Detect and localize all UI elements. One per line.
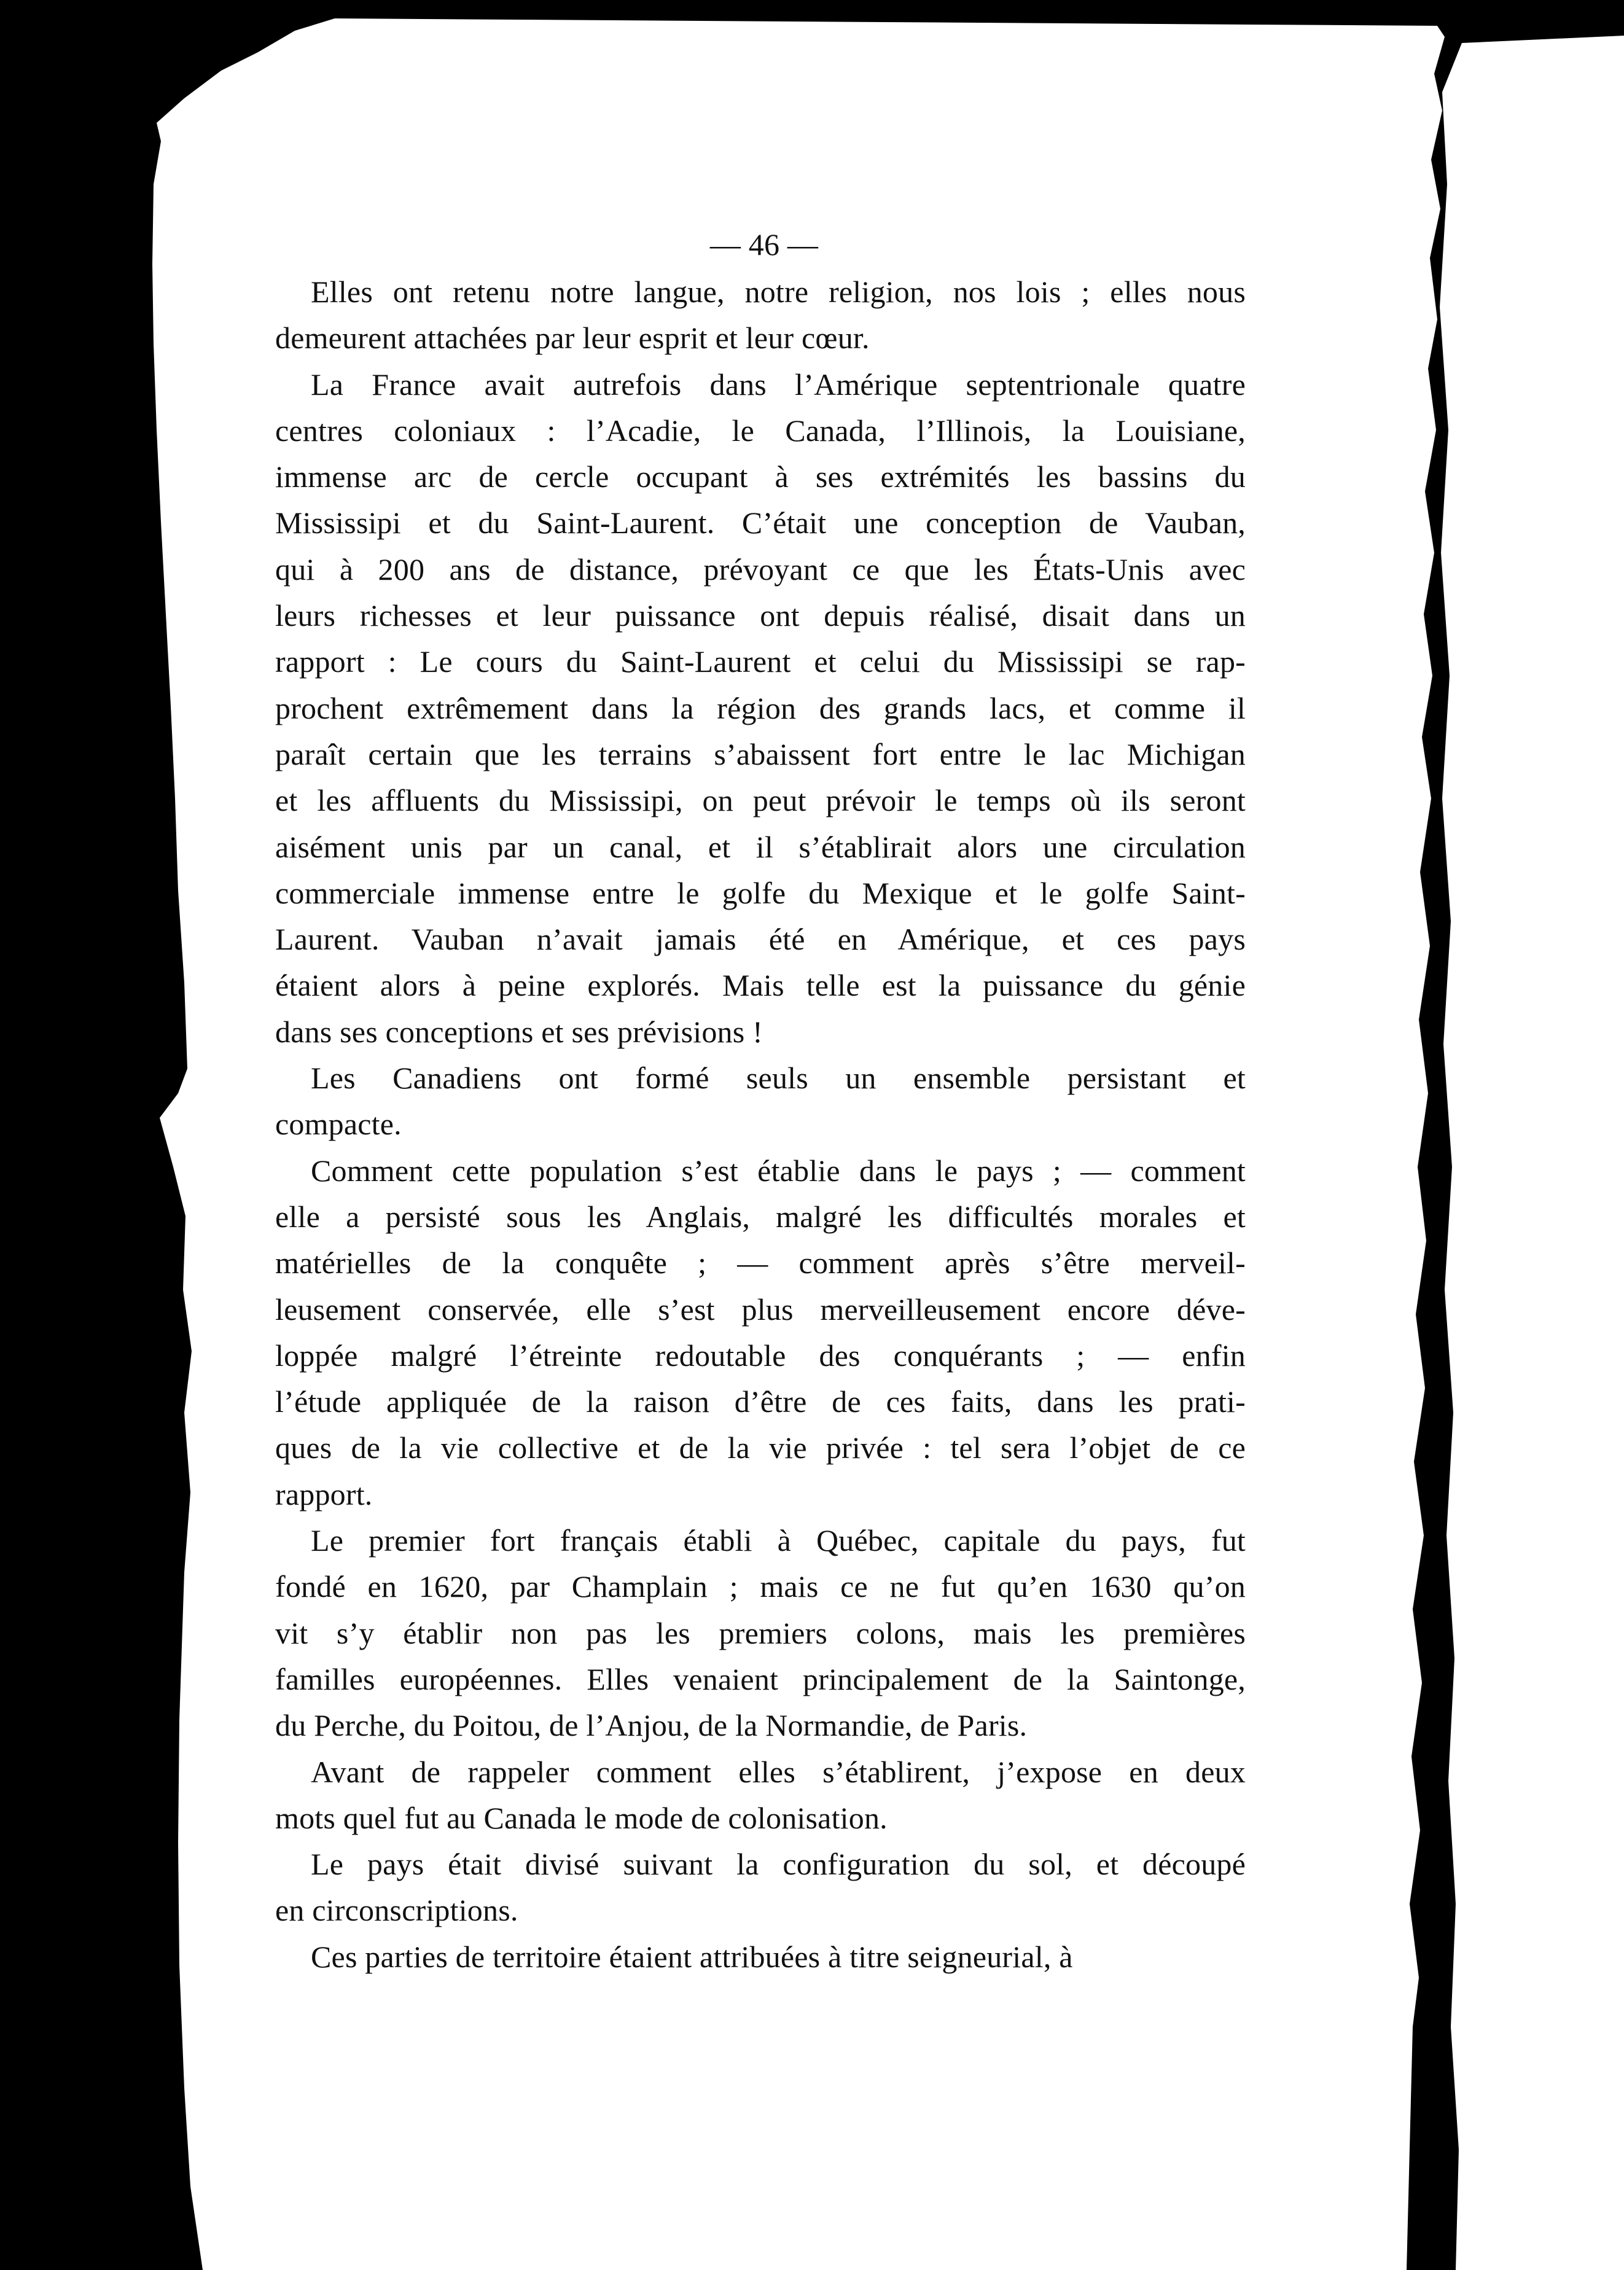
- text-line: immense arc de cercle occupant à ses extrémités les bassins du: [275, 459, 1246, 494]
- text-line: l’étude appliquée de la raison d’être de ces faits, dans les prati-: [275, 1384, 1246, 1419]
- text-line: compacte.: [275, 1107, 402, 1142]
- text-line: elle a persisté sous les Anglais, malgré les difficultés morales et: [275, 1199, 1246, 1234]
- paragraph: [275, 1518, 1246, 1749]
- text-line: aisément unis par un canal, et il s’établirait alors une circulation: [275, 829, 1246, 864]
- page-number: — 46 —: [709, 227, 819, 262]
- text-line: matérielles de la conquête ; — comment après s’être merveil-: [275, 1246, 1246, 1281]
- text-line: paraît certain que les terrains s’abaissent fort entre le lac Michigan: [275, 736, 1246, 771]
- paragraph: [275, 1841, 1246, 1934]
- text-line: en circonscriptions.: [275, 1893, 518, 1928]
- text-line: dans ses conceptions et ses prévisions !: [275, 1014, 763, 1049]
- text-line: leurs richesses et leur puissance ont depuis réalisé, disait dans un: [275, 598, 1246, 633]
- text-line: leusement conservée, elle s’est plus merveilleusement encore déve-: [275, 1292, 1246, 1327]
- text-line: Le premier fort français établi à Québec, capitale du pays, fut: [311, 1523, 1246, 1558]
- text-line: prochent extrêmement dans la région des grands lacs, et comme il: [275, 690, 1246, 725]
- text-line: rapport : Le cours du Saint-Laurent et celui du Mississipi se rap-: [275, 644, 1246, 679]
- text-line: Mississipi et du Saint-Laurent. C’était une conception de Vauban,: [275, 505, 1246, 540]
- text-line: rapport.: [275, 1476, 373, 1511]
- text-line: Avant de rappeler comment elles s’établirent, j’expose en deux: [311, 1754, 1246, 1789]
- paragraph: [275, 362, 1246, 1055]
- text-line: loppée malgré l’étreinte redoutable des conquérants ; — enfin: [275, 1338, 1246, 1373]
- text-line: du Perche, du Poitou, de l’Anjou, de la Normandie, de Paris.: [275, 1708, 1028, 1743]
- speck: [888, 9, 893, 14]
- text-line: fondé en 1620, par Champlain ; mais ce ne fut qu’en 1630 qu’on: [275, 1569, 1246, 1604]
- text-line: Ces parties de territoire étaient attribuées à titre seigneurial, à: [311, 1939, 1073, 1974]
- text-line: Les Canadiens ont formé seuls un ensemble persistant et: [311, 1061, 1246, 1096]
- text-line: Laurent. Vauban n’avait jamais été en Amérique, et ces pays: [275, 922, 1246, 957]
- paragraph: [275, 1749, 1246, 1842]
- text-line: Le pays était divisé suivant la configuration du sol, et découpé: [311, 1847, 1246, 1882]
- text-line: commerciale immense entre le golfe du Mexique et le golfe Saint-: [275, 875, 1246, 910]
- speck: [34, 906, 40, 912]
- paragraph: [275, 1934, 1246, 1980]
- text-line: Elles ont retenu notre langue, notre religion, nos lois ; elles nous: [311, 275, 1246, 309]
- text-line: demeurent attachées par leur esprit et leur cœur.: [275, 321, 870, 356]
- text-line: mots quel fut au Canada le mode de colonisation.: [275, 1800, 888, 1835]
- body-text: [275, 269, 1246, 1980]
- paragraph: [275, 269, 1246, 362]
- text-line: vit s’y établir non pas les premiers colons, mais les premières: [275, 1615, 1246, 1650]
- text-line: qui à 200 ans de distance, prévoyant ce que les États-Unis avec: [275, 552, 1246, 587]
- text-line: centres coloniaux : l’Acadie, le Canada, l’Illinois, la Louisiane,: [275, 413, 1246, 448]
- paragraph: [275, 1148, 1246, 1518]
- text-line: familles européennes. Elles venaient principalement de la Saintonge,: [275, 1661, 1246, 1696]
- speck: [907, 15, 911, 19]
- text-line: ques de la vie collective et de la vie privée : tel sera l’objet de ce: [275, 1430, 1246, 1465]
- text-line: étaient alors à peine explorés. Mais telle est la puissance du génie: [275, 968, 1246, 1003]
- text-line: Comment cette population s’est établie dans le pays ; — comment: [311, 1153, 1246, 1188]
- speck: [9, 71, 14, 76]
- adjacent-page-strip: [1440, 36, 1624, 2270]
- paragraph: [275, 1055, 1246, 1148]
- text-line: et les affluents du Mississipi, on peut prévoir le temps où ils seront: [275, 783, 1246, 818]
- text-line: La France avait autrefois dans l’Amérique septentrionale quatre: [311, 367, 1246, 402]
- page-text: [275, 226, 1246, 1980]
